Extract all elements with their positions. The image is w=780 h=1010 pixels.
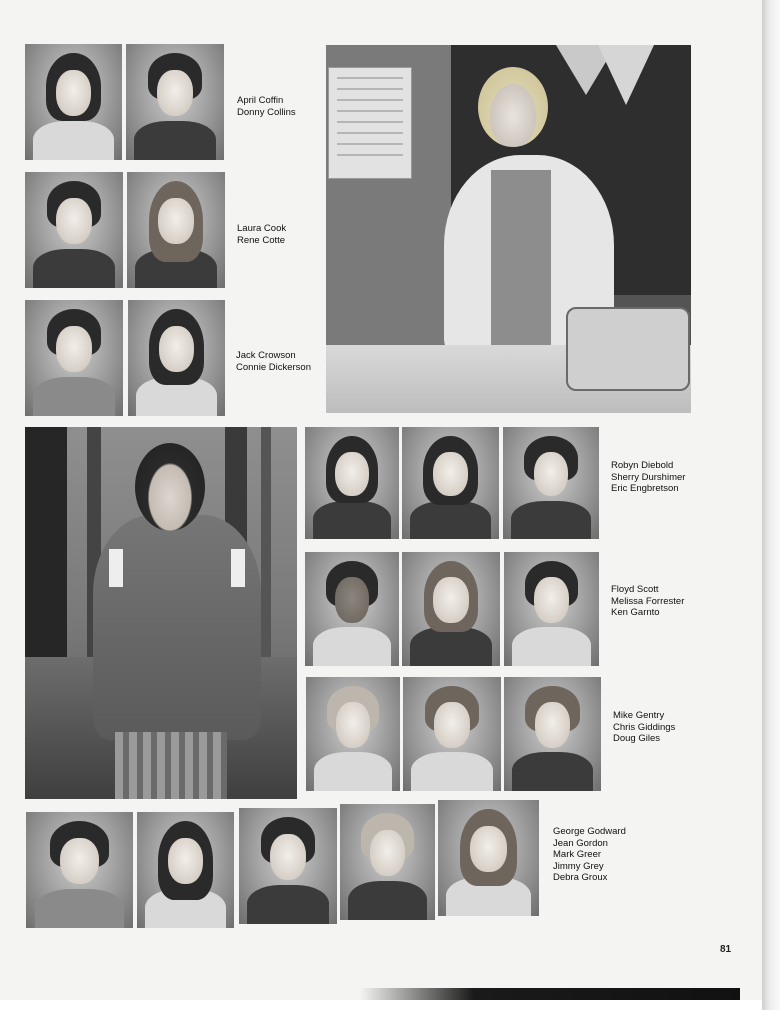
name-label: Ken Garnto xyxy=(611,607,660,618)
portrait-laura-cook xyxy=(25,172,123,288)
name-label: Jimmy Grey xyxy=(553,860,604,872)
name-label: Eric Engbretson xyxy=(611,483,679,494)
portrait-doug-giles xyxy=(504,677,601,791)
name-label: Rene Cotte xyxy=(237,234,286,246)
scan-edge-bar xyxy=(360,988,740,1000)
name-label: Sherry Durshimer xyxy=(611,471,686,483)
name-label: Chris Giddings xyxy=(613,721,676,733)
outdoor-candid-photo xyxy=(25,427,297,799)
portrait-floyd-scott xyxy=(305,552,399,666)
classroom-candid-photo xyxy=(326,45,691,413)
name-label: Donny Collins xyxy=(237,106,296,118)
portrait-connie-dickerson xyxy=(128,300,225,416)
names-row-6 xyxy=(613,710,675,745)
names-row-1 xyxy=(237,95,296,118)
portrait-april-coffin xyxy=(25,44,122,160)
portrait-sherry-durshimer xyxy=(402,427,499,539)
portrait-melissa-forrester xyxy=(402,552,500,666)
name-label: Jean Gordon xyxy=(553,837,608,849)
portrait-robyn-diebold xyxy=(305,427,399,539)
names-row-7 xyxy=(553,826,626,884)
name-label: Mark Greer xyxy=(553,849,602,860)
name-label: Jack Crowson xyxy=(236,350,296,361)
portrait-debra-groux xyxy=(438,800,539,916)
names-row-5 xyxy=(611,584,684,619)
portrait-eric-engbretson xyxy=(503,427,599,539)
portrait-jean-gordon xyxy=(137,812,234,928)
portrait-rene-cotte xyxy=(127,172,225,288)
name-label: Melissa Forrester xyxy=(611,595,685,607)
portrait-jimmy-grey xyxy=(340,804,435,920)
name-label: Laura Cook xyxy=(237,223,287,234)
name-label: Mike Gentry xyxy=(613,710,665,721)
portrait-mike-gentry xyxy=(306,677,400,791)
name-label: George Godward xyxy=(553,826,626,837)
name-label: Debra Groux xyxy=(553,872,608,883)
portrait-donny-collins xyxy=(126,44,224,160)
name-label: Doug Giles xyxy=(613,733,660,744)
names-row-3 xyxy=(236,350,311,373)
portrait-mark-greer xyxy=(239,808,337,924)
page-number: 81 xyxy=(720,944,732,955)
portrait-ken-garnto xyxy=(504,552,599,666)
names-row-2 xyxy=(237,223,286,246)
name-label: April Coffin xyxy=(237,95,284,106)
name-label: Connie Dickerson xyxy=(236,361,311,373)
name-label: Floyd Scott xyxy=(611,584,659,595)
portrait-jack-crowson xyxy=(25,300,123,416)
page-edge-shadow xyxy=(762,0,780,1010)
portrait-chris-giddings xyxy=(403,677,501,791)
portrait-george-godward xyxy=(26,812,133,928)
names-row-4 xyxy=(611,460,685,495)
name-label: Robyn Diebold xyxy=(611,460,674,471)
